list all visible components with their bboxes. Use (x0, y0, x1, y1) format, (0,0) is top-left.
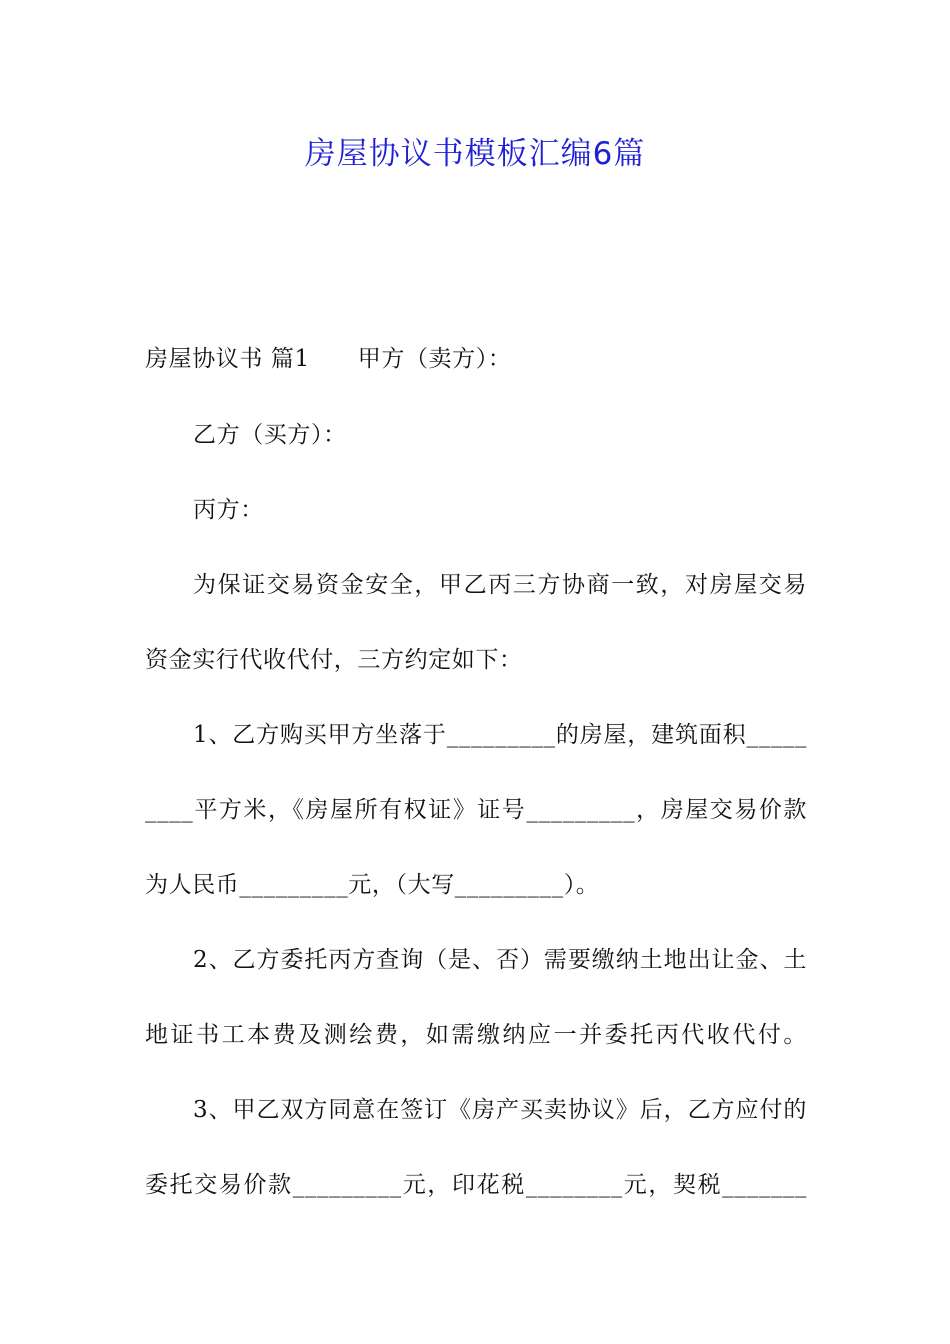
heading-line (145, 344, 807, 374)
paragraph-line: 2、乙方委托丙方查询（是、否）需要缴纳土地出让金、土 (193, 947, 807, 973)
paragraph-line: 为人民币_________元，（大写_________）。 (145, 872, 600, 898)
paragraph-line: 地证书工本费及测绘费，如需缴纳应一并委托丙代收代付。 (145, 1022, 807, 1048)
paragraph-line: 资金实行代收代付，三方约定如下： (145, 647, 523, 673)
party-c-line: 丙方： (193, 497, 264, 523)
paragraph-line: 委托交易价款_________元，印花税________元，契税_______ (145, 1172, 807, 1198)
heading-label: 房屋协议书 篇1 (145, 346, 310, 372)
paragraph-line: ____平方米，《房屋所有权证》证号_________，房屋交易价款 (145, 797, 807, 823)
paragraph-line: 1、乙方购买甲方坐落于_________的房屋，建筑面积_____ (193, 722, 807, 748)
party-a-label: 甲方（卖方）： (357, 346, 512, 372)
document-title: 房屋协议书模板汇编6篇 (304, 136, 646, 172)
party-b-line: 乙方（买方）： (193, 422, 347, 448)
paragraph-line: 3、甲乙双方同意在签订《房产买卖协议》后，乙方应付的 (193, 1097, 807, 1123)
paragraph-line: 为保证交易资金安全，甲乙丙三方协商一致，对房屋交易 (193, 572, 807, 598)
